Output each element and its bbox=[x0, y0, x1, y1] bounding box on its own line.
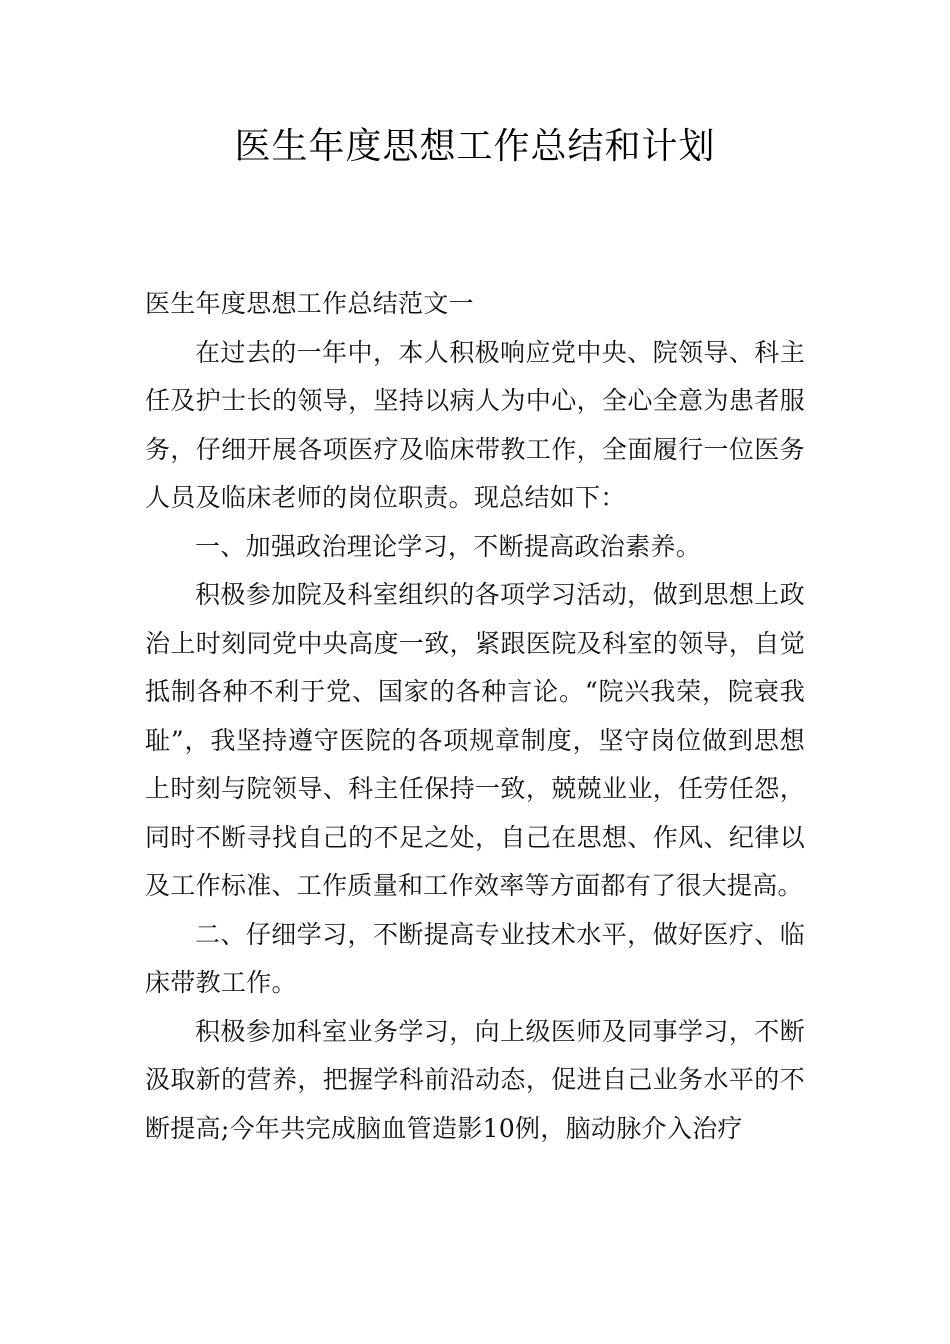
section-subtitle: 医生年度思想工作总结范文一 bbox=[145, 289, 474, 318]
paragraph-professional-study: 积极参加科室业务学习，向上级医师及同事学习，不断汲取新的营养，把握学科前沿动态，促进自己业务水平的不断提高;今年共完成脑血管造影10例，脑动脉介入治疗 bbox=[145, 1016, 805, 1143]
paragraph-intro: 在过去的一年中，本人积极响应党中央、院领导、科主任及护士长的领导，坚持以病人为中心，全心全意为患者服务，仔细开展各项医疗及临床带教工作，全面履行一位医务人员及临床老师的岗位职责。现总结如下： bbox=[145, 337, 805, 512]
document-title: 医生年度思想工作总结和计划 bbox=[234, 126, 716, 167]
section-heading-2: 二、仔细学习，不断提高专业技术水平，做好医疗、临床带教工作。 bbox=[145, 919, 805, 997]
document-body bbox=[145, 280, 805, 1153]
section-heading-1: 一、加强政治理论学习，不断提高政治素养。 bbox=[195, 531, 702, 561]
paragraph-political-study: 积极参加院及科室组织的各项学习活动，做到思想上政治上时刻同党中央高度一致，紧跟医院及科室的领导，自觉抵制各种不利于党、国家的各种言论。“院兴我荣，院衰我耻”，我坚持遵守医院的各项规章制度，坚守岗位做到思想上时刻与院领导、科主任保持一致，兢兢业业，任劳任怨，同时不断寻找自己的不足之处，自己在思想、作风、纪律以及工作标准、工作质量和工作效率等方面都有了很大提高。 bbox=[145, 580, 805, 900]
